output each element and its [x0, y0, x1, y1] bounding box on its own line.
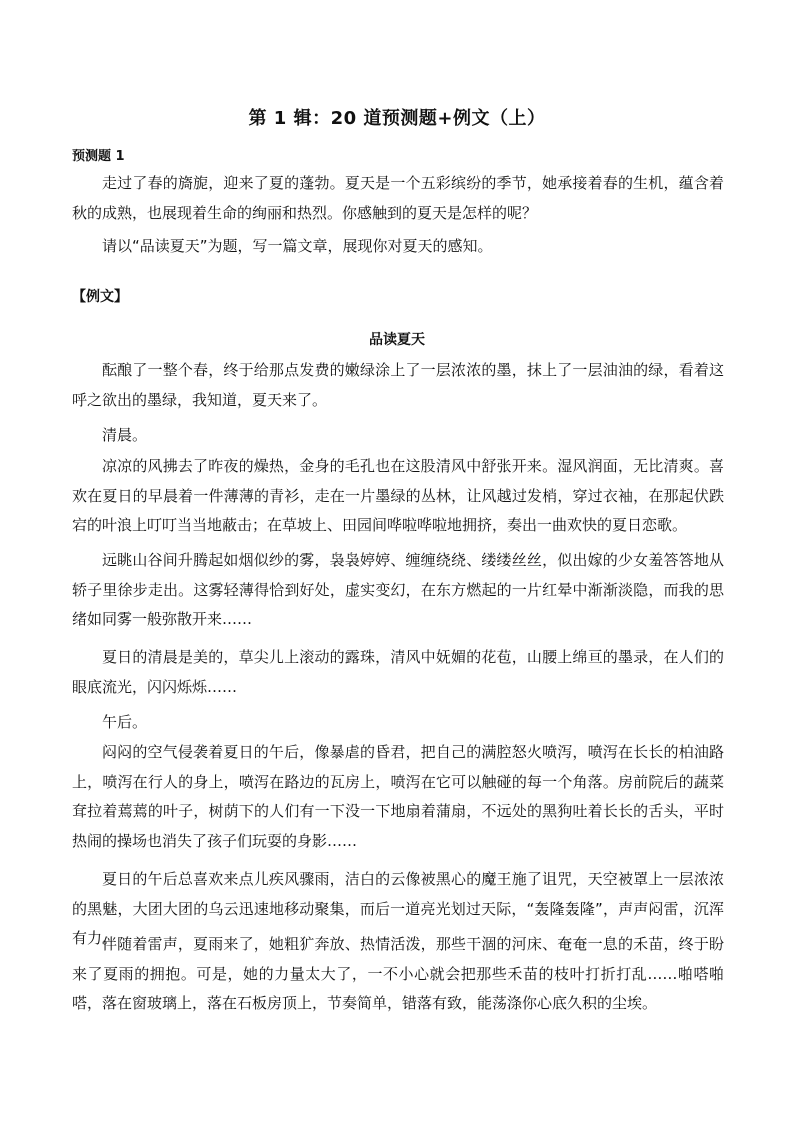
prompt-paragraph-2: 请以“品读夏天”为题，写一篇文章，展现你对夏天的感知。 — [102, 237, 493, 255]
essay-paragraph-9: 伴随着雷声，夏雨来了，她粗犷奔放、热情活泼，那些干涸的河床、奄奄一息的禾苗，终于盼来了夏雨的拥抱。可是，她的力量太大了，一不小心就会把那些禾苗的枝叶打折打乱……啪嗒啪嗒，落在窗玻璃上，落在石板房顶上，节奏简单，错落有致，能荡涤你心底久积的尘埃。 — [72, 935, 724, 1012]
essay-paragraph-5: 夏日的清晨是美的，草尖儿上滚动的露珠，清风中妩媚的花苞，山腰上绵亘的墨录，在人们的眼底流光，闪闪烁烁…… — [72, 648, 724, 696]
essay-paragraph-7: 闷闷的空气侵袭着夏日的午后，像暴虐的昏君，把自己的满腔怒火喷泻，喷泻在长长的柏油路上，喷泻在行人的身上，喷泻在路边的瓦房上，喷泻在它可以触碰的每一个角落。房前院后的蔬菜耷拉着蔫蔫的叶子，树荫下的人们有一下没一下地扇着蒲扇，不远处的黑狗吐着长长的舌头，平时热闹的操场也消失了孩子们玩耍的身影…… — [72, 743, 724, 850]
prompt-paragraph-1: 走过了春的旖旎，迎来了夏的蓬勃。夏天是一个五彩缤纷的季节，她承接着春的生机，蕴含着秋的成熟，也展现着生命的绚丽和热烈。你感触到的夏天是怎样的呢？ — [72, 174, 724, 222]
essay-paragraph-1: 酝酿了一整个春，终于给那点发费的嫩绿涂上了一层浓浓的墨，抹上了一层油油的绿，看着这呼之欲出的墨绿，我知道，夏天来了。 — [72, 361, 724, 409]
essay-paragraph-4: 远眺山谷间升腾起如烟似纱的雾，袅袅婷婷、缠缠绕绕、缕缕丝丝，似出嫁的少女羞答答地从轿子里徐步走出。这雾轻薄得恰到好处，虚实变幻，在东方燃起的一片红晕中渐渐淡隐，而我的思绪如同雾一般弥散开来…… — [72, 551, 724, 628]
essay-paragraph-3: 凉凉的风拂去了昨夜的燥热，金身的毛孔也在这股清风中舒张开来。湿风润面，无比清爽。喜欢在夏日的早晨着一件薄薄的青衫，走在一片墨绿的丛林，让风越过发梢，穿过衣袖，在那起伏跌宕的叶浪上叮叮当当地蔽击；在草坡上、田园间哗啦哗啦地拥挤，奏出一曲欢快的夏日恋歌。 — [72, 457, 724, 534]
essay-paragraph-8: 夏日的午后总喜欢来点儿疾风骤雨，洁白的云像被黑心的魔王施了诅咒，天空被罩上一层浓浓的黑魅，大团大团的乌云迅速地移动聚集，而后一道亮光划过天际，“轰隆轰隆”，声声闷雷，沉浑有力。 — [72, 870, 724, 947]
essay-paragraph-2: 清晨。 — [102, 426, 148, 444]
example-label: 【例文】 — [72, 289, 128, 305]
essay-title: 品读夏天 — [369, 332, 425, 348]
document-title: 第 1 辑：20 道预测题+例文（上） — [248, 108, 546, 129]
essay-paragraph-6: 午后。 — [102, 713, 148, 731]
section-label: 预测题 1 — [72, 149, 125, 164]
